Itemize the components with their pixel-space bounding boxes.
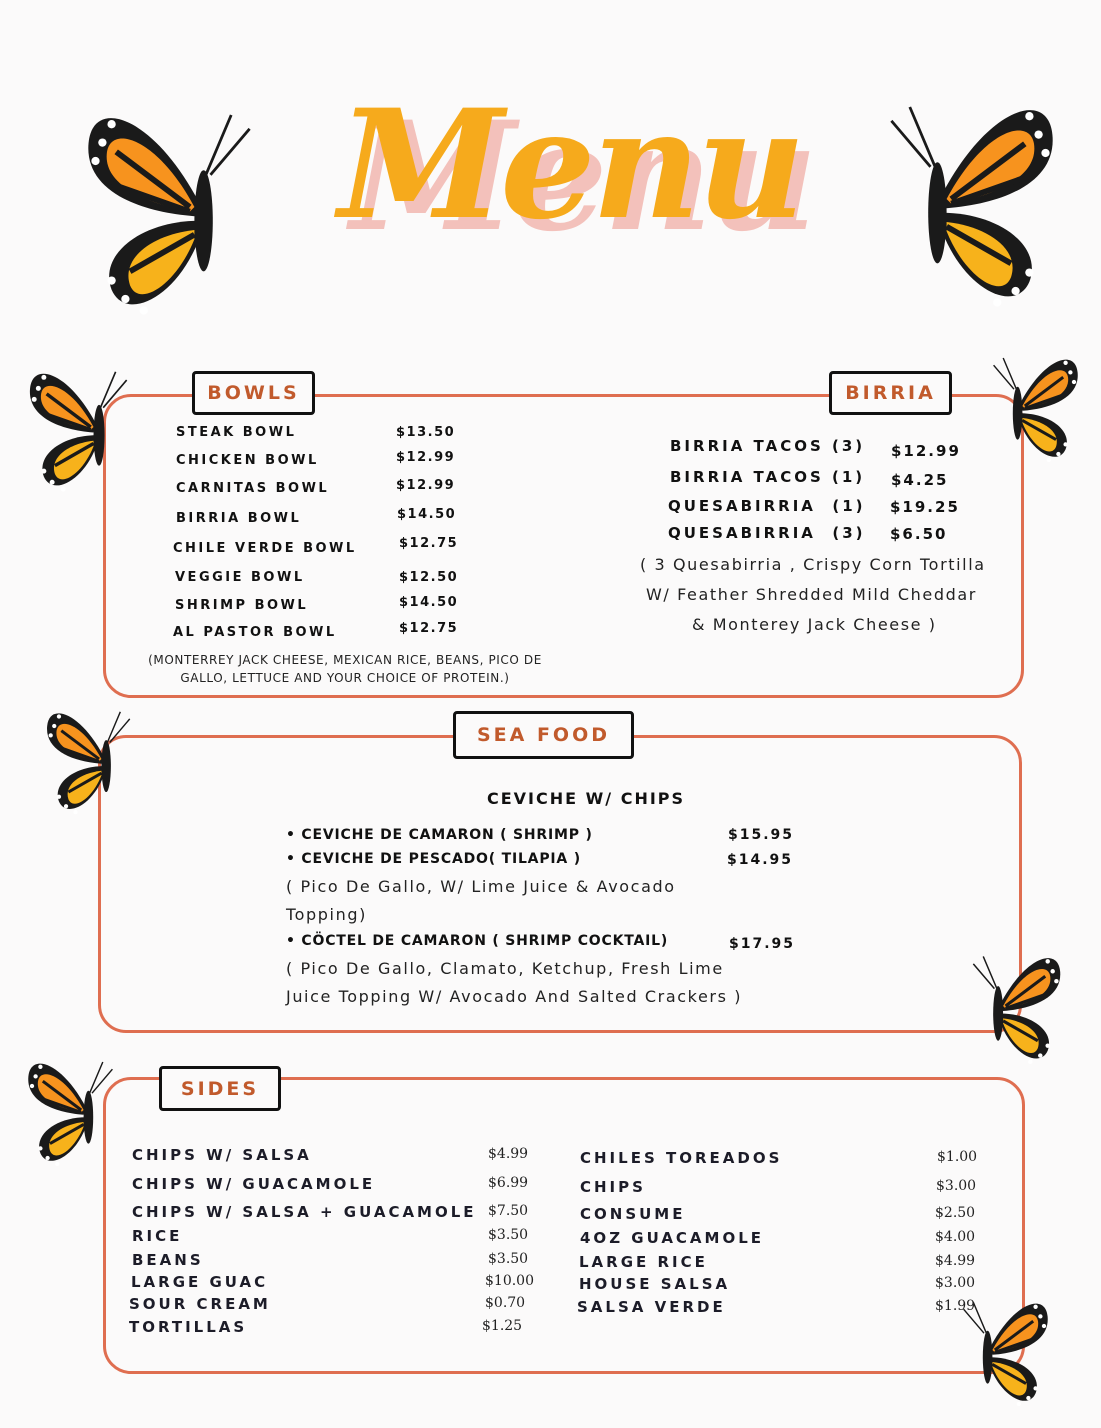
menu-item-price: $4.25 bbox=[891, 471, 949, 489]
menu-item-price: $12.99 bbox=[396, 450, 456, 465]
menu-item-price: $19.25 bbox=[890, 498, 960, 516]
menu-item-name: BEANS bbox=[132, 1251, 204, 1269]
menu-item-name: CHIPS bbox=[580, 1178, 646, 1196]
menu-item-price: $1.00 bbox=[937, 1149, 978, 1165]
menu-item-price: $1.99 bbox=[935, 1298, 976, 1314]
birria-note-line: W/ Feather Shredded Mild Cheddar bbox=[646, 585, 977, 604]
bowls-note bbox=[130, 651, 560, 687]
seafood-desc-line: Juice Topping W/ Avocado And Salted Crackers ) bbox=[286, 987, 743, 1006]
seafood-desc-line: Topping) bbox=[286, 905, 367, 924]
menu-item-name: QUESABIRRIA (1) bbox=[668, 497, 866, 515]
menu-item-price: $12.50 bbox=[399, 570, 459, 585]
butterfly-icon bbox=[10, 1050, 138, 1170]
menu-item-name: CHICKEN BOWL bbox=[176, 453, 319, 468]
menu-item-price: $12.99 bbox=[396, 478, 456, 493]
menu-item-price: $10.00 bbox=[485, 1273, 534, 1289]
menu-item-name: • CEVICHE DE PESCADO( TILAPIA ) bbox=[286, 851, 581, 867]
menu-item-name: SALSA VERDE bbox=[577, 1298, 726, 1316]
menu-item-name: CHILE VERDE BOWL bbox=[173, 541, 357, 556]
menu-item-name: 4OZ GUACAMOLE bbox=[580, 1229, 765, 1247]
menu-item-price: $15.95 bbox=[728, 827, 795, 843]
seafood-subtitle: CEVICHE W/ CHIPS bbox=[487, 789, 686, 808]
butterfly-icon bbox=[10, 358, 155, 496]
menu-title: Menu bbox=[338, 77, 802, 253]
menu-item-name: CHIPS W/ SALSA bbox=[132, 1146, 312, 1164]
menu-item-price: $3.50 bbox=[488, 1227, 529, 1243]
menu-item-name: SHRIMP BOWL bbox=[175, 598, 309, 613]
menu-item-name: AL PASTOR BOWL bbox=[173, 625, 337, 640]
menu-item-price: $4.99 bbox=[488, 1146, 529, 1162]
butterfly-icon bbox=[972, 346, 1092, 466]
menu-item-name: HOUSE SALSA bbox=[579, 1275, 731, 1293]
birria-note-line: ( 3 Quesabirria , Crispy Corn Tortilla bbox=[640, 555, 986, 574]
menu-item-name: BIRRIA BOWL bbox=[176, 511, 302, 526]
menu-item-name: CARNITAS BOWL bbox=[176, 481, 330, 496]
menu-item-name: CHIPS W/ GUACAMOLE bbox=[132, 1175, 376, 1193]
menu-item-price: $7.50 bbox=[488, 1203, 529, 1219]
menu-item-price: $12.75 bbox=[399, 536, 459, 551]
seafood-label: SEA FOOD bbox=[453, 711, 634, 759]
menu-item-price: $17.95 bbox=[729, 936, 796, 952]
menu-item-name: QUESABIRRIA (3) bbox=[668, 524, 866, 542]
menu-item-price: $3.00 bbox=[936, 1178, 977, 1194]
sides-label: SIDES bbox=[159, 1066, 281, 1111]
butterfly-icon bbox=[36, 92, 316, 322]
butterfly-icon bbox=[958, 944, 1068, 1068]
menu-item-name: LARGE RICE bbox=[579, 1253, 708, 1271]
seafood-desc-line: ( Pico De Gallo, W/ Lime Juice & Avocado bbox=[286, 877, 676, 896]
menu-item-price: $6.50 bbox=[890, 525, 948, 543]
menu-item-name: SOUR CREAM bbox=[129, 1295, 271, 1313]
birria-note-line: & Monterey Jack Cheese ) bbox=[692, 615, 937, 634]
bowls-note-line: GALLO, LETTUCE AND YOUR CHOICE OF PROTEIN.) bbox=[180, 671, 510, 685]
menu-item-price: $14.50 bbox=[399, 595, 459, 610]
menu-item-price: $4.99 bbox=[935, 1253, 976, 1269]
menu-item-price: $4.00 bbox=[935, 1229, 976, 1245]
menu-item-price: $0.70 bbox=[485, 1295, 526, 1311]
bowls-note-line: (MONTERREY JACK CHEESE, MEXICAN RICE, BEANS, PICO DE bbox=[148, 653, 542, 667]
menu-item-name: STEAK BOWL bbox=[176, 425, 297, 440]
menu-item-price: $12.75 bbox=[399, 621, 459, 636]
menu-item-name: BIRRIA TACOS (1) bbox=[670, 468, 866, 486]
menu-item-name: RICE bbox=[132, 1227, 183, 1245]
menu-item-name: VEGGIE BOWL bbox=[175, 570, 305, 585]
menu-item-name: CHIPS W/ SALSA + GUACAMOLE bbox=[132, 1203, 477, 1221]
menu-item-name: CONSUME bbox=[580, 1205, 686, 1223]
menu-item-price: $14.95 bbox=[727, 852, 794, 868]
menu-item-name: TORTILLAS bbox=[129, 1318, 248, 1336]
menu-item-price: $2.50 bbox=[935, 1205, 976, 1221]
birria-label: BIRRIA bbox=[829, 371, 952, 415]
menu-item-price: $14.50 bbox=[397, 507, 457, 522]
menu-item-name: • CÖCTEL DE CAMARON ( SHRIMP COCKTAIL) bbox=[286, 933, 669, 949]
menu-item-name: • CEVICHE DE CAMARON ( SHRIMP ) bbox=[286, 827, 593, 843]
menu-item-price: $12.99 bbox=[891, 442, 961, 460]
butterfly-icon bbox=[28, 700, 156, 818]
menu-item-price: $3.00 bbox=[935, 1275, 976, 1291]
menu-item-price: $1.25 bbox=[482, 1318, 523, 1334]
butterfly-icon bbox=[830, 84, 1100, 314]
menu-item-price: $13.50 bbox=[396, 425, 456, 440]
seafood-desc-line: ( Pico De Gallo, Clamato, Ketchup, Fresh Lime bbox=[286, 959, 724, 978]
menu-item-price: $6.99 bbox=[488, 1175, 529, 1191]
bowls-label: BOWLS bbox=[192, 371, 315, 415]
menu-item-name: BIRRIA TACOS (3) bbox=[670, 437, 866, 455]
menu-item-name: CHILES TOREADOS bbox=[580, 1149, 783, 1167]
menu-item-name: LARGE GUAC bbox=[131, 1273, 269, 1291]
menu-item-price: $3.50 bbox=[488, 1251, 529, 1267]
